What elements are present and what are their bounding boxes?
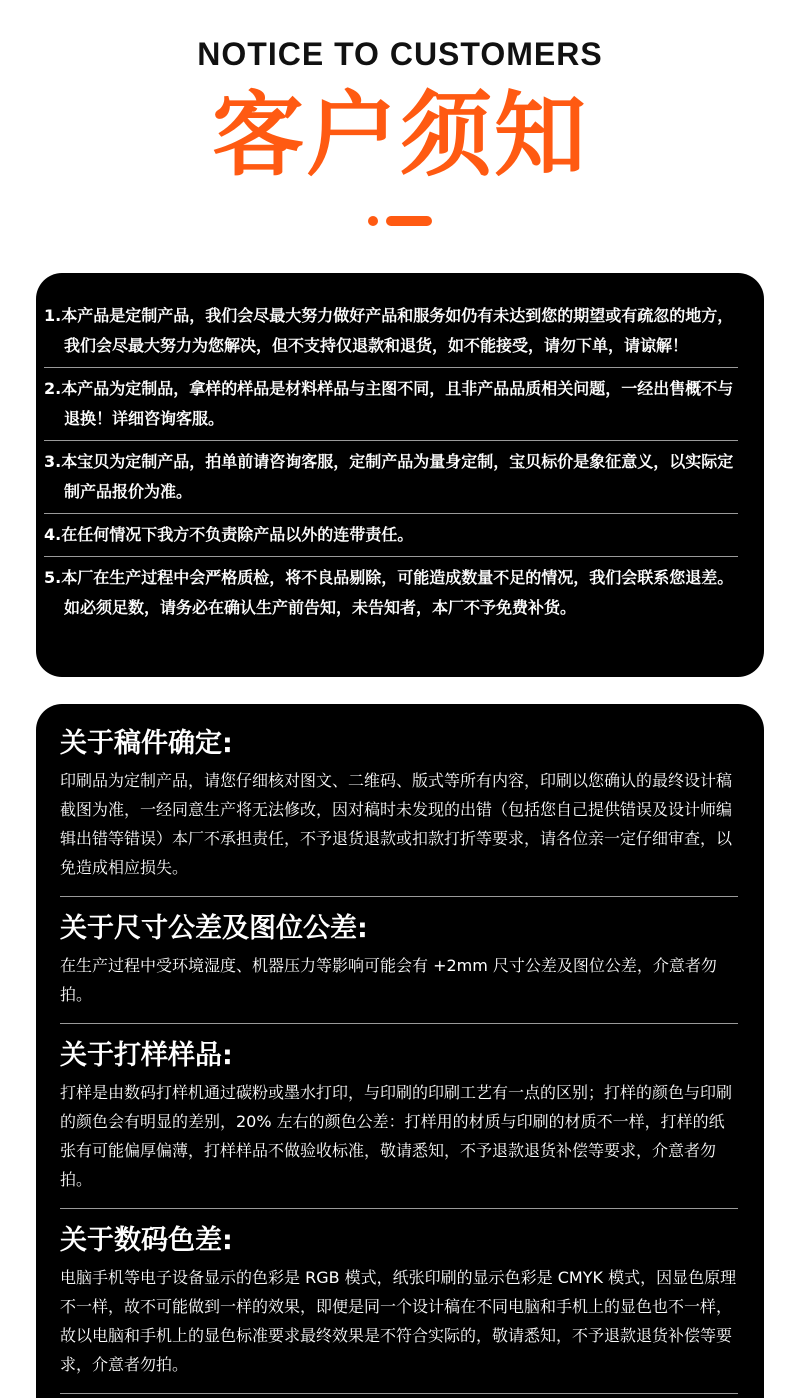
- notice-card: [36, 273, 764, 677]
- section-body: 打样是由数码打样机通过碳粉或墨水打印，与印刷的印刷工艺有一点的区别；打样的颜色与印刷的颜色会有明显的差别，20% 左右的颜色公差：打样用的材质与印刷的材质不一样，打样的纸张有可能偏厚偏薄，打样样品不做验收标准，敬请悉知，不予退款退货补偿等要求，介意者勿拍。: [60, 1083, 733, 1189]
- notice-number: 2.: [44, 379, 62, 398]
- policy-section: [60, 1038, 738, 1209]
- notice-text: 本厂在生产过程中会严格质检，将不良品剔除，可能造成数量不足的情况，我们会联系您退差。如必须足数，请务必在确认生产前告知，未告知者，本厂不予免费补货。: [61, 568, 734, 617]
- section-body: 在生产过程中受环境湿度、机器压力等影响可能会有 +2mm 尺寸公差及图位公差，介意者勿拍。: [60, 956, 717, 1004]
- notice-item: [44, 441, 738, 514]
- decor-dot: [368, 216, 378, 226]
- chinese-title: 客户须知: [211, 82, 588, 189]
- notice-item: [44, 301, 738, 368]
- section-title: 关于数码色差:: [60, 1225, 233, 1256]
- section-body: 电脑手机等电子设备显示的色彩是 RGB 模式，纸张印刷的显示色彩是 CMYK 模式，因显色原理不一样，故不可能做到一样的效果，即便是同一个设计稿在不同电脑和手机上的显色也不一样，故以电脑和手机上的显色标准要求最终效果是不符合实际的，敬请悉知，不予退款退货补偿等要求，介意者勿拍。: [60, 1268, 737, 1374]
- notice-text: 本宝贝为定制产品，拍单前请咨询客服，定制产品为量身定制，宝贝标价是象征意义，以实际定制产品报价为准。: [61, 452, 734, 501]
- policy-section: [60, 1223, 738, 1394]
- notice-text: 在任何情况下我方不负责除产品以外的连带责任。: [61, 525, 414, 544]
- section-title: 关于稿件确定:: [60, 728, 233, 759]
- notice-item: [44, 557, 738, 629]
- notice-text: 本产品是定制产品，我们会尽最大努力做好产品和服务如仍有未达到您的期望或有疏忽的地方，我们会尽最大努力为您解决，但不支持仅退款和退货，如不能接受，请勿下单，请谅解！: [61, 306, 734, 355]
- policy-section: [60, 726, 738, 897]
- policy-section: [60, 911, 738, 1024]
- section-title: 关于打样样品:: [60, 1040, 233, 1071]
- notice-number: 1.: [44, 306, 62, 325]
- section-body: 印刷品为定制产品，请您仔细核对图文、二维码、版式等所有内容，印刷以您确认的最终设计稿截图为准，一经同意生产将无法修改，因对稿时未发现的出错（包括您自己提供错误及设计师编辑出错等错误）本厂不承担责任，不予退货退款或扣款打折等要求，请各位亲一定仔细审查，以免造成相应损失。: [60, 771, 733, 877]
- notice-item: [44, 514, 738, 557]
- decor-bar: [386, 216, 432, 226]
- notice-number: 5.: [44, 568, 62, 587]
- notice-item: [44, 368, 738, 441]
- notice-text: 本产品为定制品，拿样的样品是材料样品与主图不同，且非产品品质相关问题，一经出售概不与退换！详细咨询客服。: [61, 379, 734, 428]
- english-title: NOTICE TO CUSTOMERS: [197, 36, 603, 72]
- policy-card: [36, 704, 764, 1398]
- header: [0, 0, 800, 270]
- notice-number: 3.: [44, 452, 62, 471]
- notice-number: 4.: [44, 525, 62, 544]
- section-title: 关于尺寸公差及图位公差:: [60, 913, 368, 944]
